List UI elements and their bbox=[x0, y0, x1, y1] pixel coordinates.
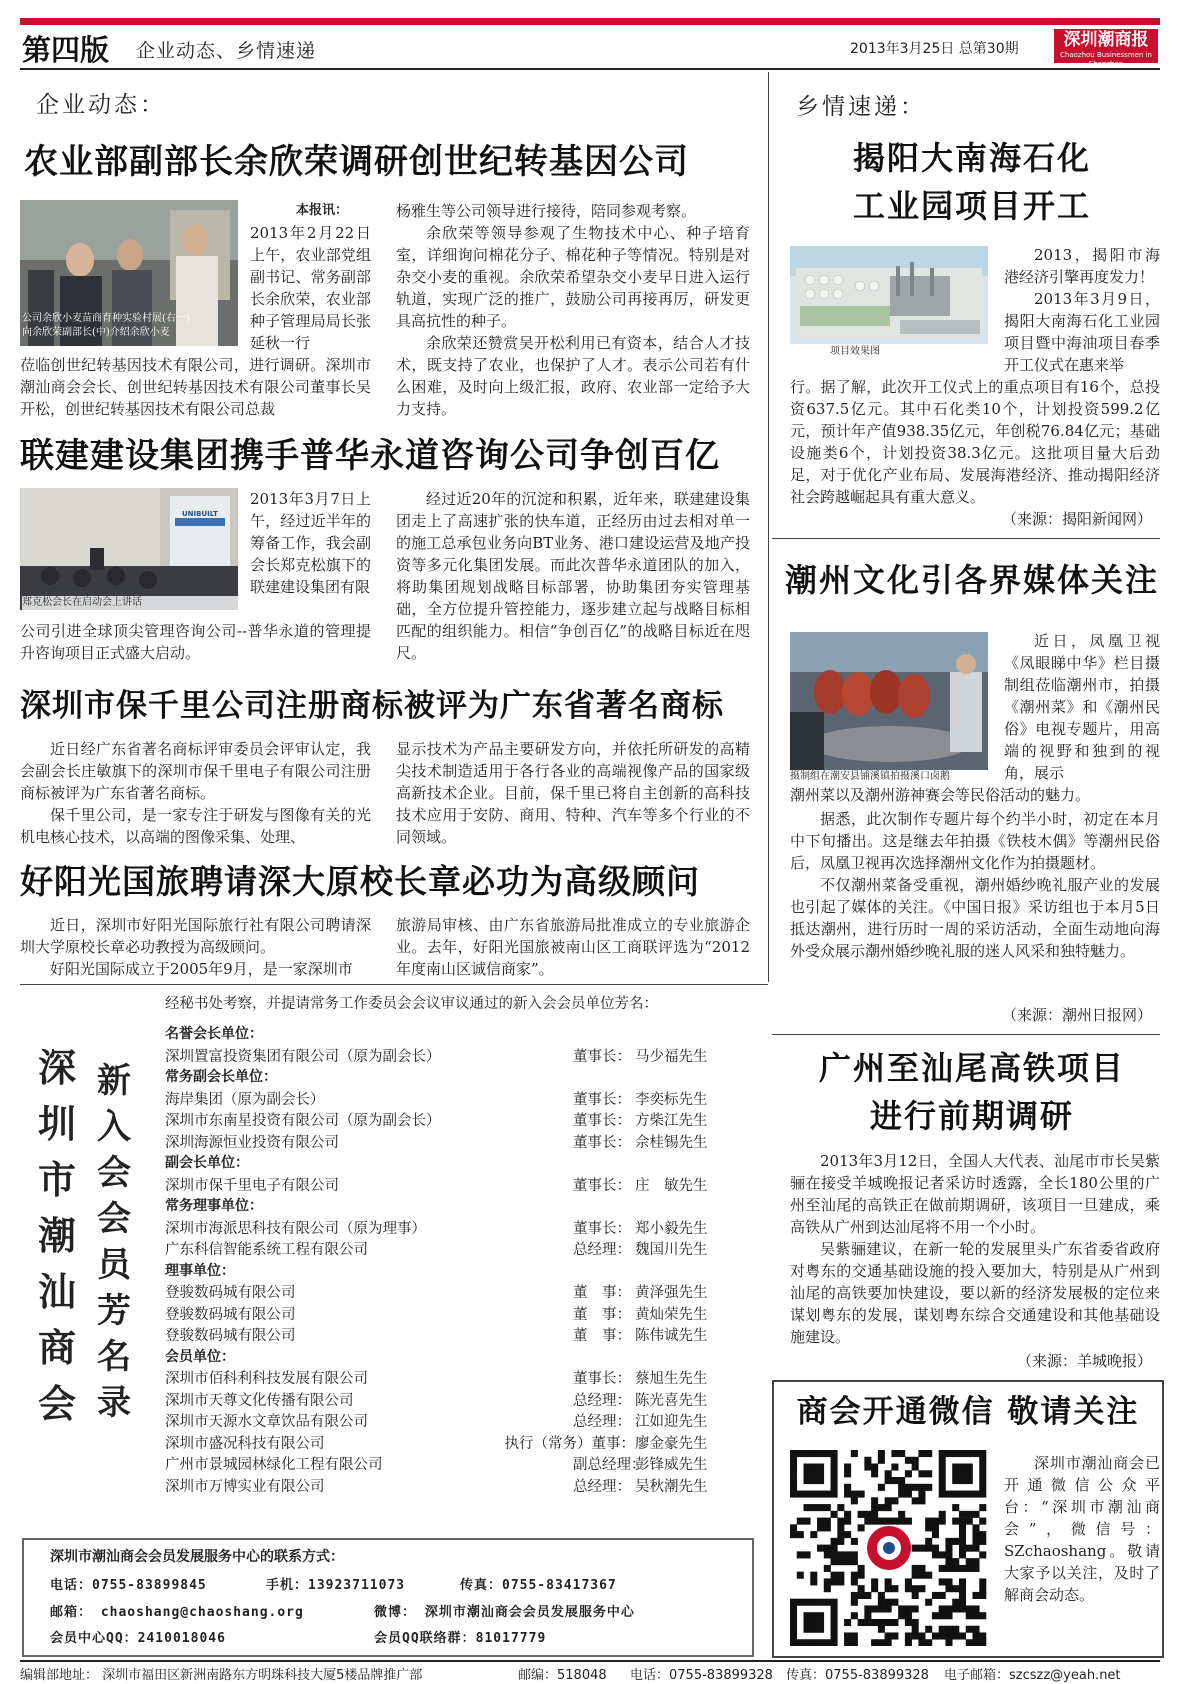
members-vertical-title bbox=[34, 1040, 80, 1432]
page-sections: 企业动态、乡情速递 bbox=[136, 40, 317, 62]
member-category-label: 理事单位： bbox=[165, 1262, 235, 1279]
paragraph: 余欣荣还赞赏吴开松利用已有资本，结合人才技术，既支持了农业，也保护了人才。表示公司若有什么困难，及时向上级汇报，政府、农业部一定给予大力支持。 bbox=[396, 334, 750, 418]
article-headline: 农业部副部长余欣荣调研创世纪转基因公司 bbox=[24, 142, 689, 182]
member-role: 董 事： bbox=[573, 1285, 631, 1301]
contact-weibo: 微博： 深圳市潮汕商会会员发展服务中心 bbox=[374, 1605, 635, 1620]
member-person: 庄 敏先生 bbox=[635, 1177, 708, 1194]
paragraph: 余欣荣等领导参观了生物技术中心、种子培育室，详细询问棉花分子、棉花种子等情况。特别是对杂交小麦的重视。余欣荣希望杂交小麦早日进入运行轨道，实现广泛的推广，鼓励公司再接再厉，研发更具高抗性的种子。 bbox=[396, 224, 750, 330]
members-list bbox=[165, 1023, 755, 1523]
member-row bbox=[165, 1432, 725, 1453]
paragraph: 深圳市潮汕商会已开通微信公众平台：“深圳市潮汕商会”，微信号：SZchaoshang。敬请大家予以关注，及时了解商会动态。 bbox=[1004, 1454, 1160, 1604]
article-text bbox=[20, 914, 371, 980]
member-category-label: 会员单位： bbox=[165, 1348, 235, 1365]
member-role: 总经理： bbox=[573, 1478, 631, 1495]
member-person: 蔡旭生先生 bbox=[635, 1371, 708, 1387]
article-text: 2013年3月7日上午，经过近半年的筹备工作，我会副会长郑克松旗下的联建建设集团有限 bbox=[250, 490, 371, 596]
member-company: 深圳市万博实业有限公司 bbox=[165, 1478, 325, 1495]
article-headline bbox=[772, 134, 1172, 230]
member-role: 董事长： bbox=[573, 1048, 631, 1065]
paragraph: 经过近20年的沉淀和积累，近年来，联建建设集团走上了高速扩张的快车道，正经历由过去相对单一的施工总承包业务向BT业务、港口建设运营及地产投资等多元化集团发展。而此次普华永道团队的加入，将助集团规划战略目标部署，协助集团夯实管理基础，全方位提升管控能力，逐步建立起与战略目标相匹配的组织能力。相信“争创百亿”的战略目标近在咫尺。 bbox=[396, 490, 750, 662]
member-company: 深圳市盛况科技有限公司 bbox=[165, 1435, 325, 1452]
paragraph: 2013年3月9日，揭阳大南海石化工业园项目暨中海油项目春季开工仪式在惠来举 bbox=[1004, 290, 1160, 374]
footer-postcode: 邮编：518048 bbox=[518, 1668, 607, 1683]
members-title-text: 深圳市潮汕商会 bbox=[37, 1046, 76, 1426]
member-person: 李奕标先生 bbox=[635, 1091, 708, 1108]
member-person: 陈光喜先生 bbox=[635, 1392, 708, 1409]
member-role: 董 事： bbox=[573, 1306, 631, 1323]
wechat-qr-code[interactable] bbox=[790, 1450, 988, 1646]
member-person: 郑小毅先生 bbox=[635, 1220, 708, 1237]
article-text bbox=[396, 488, 750, 664]
member-role: 总经理： bbox=[573, 1392, 631, 1409]
article-text: 行。据了解，此次开工仪式上的重点项目有16个，总投资637.5亿元。其中石化类10个，计划投资599.2亿元，预计年产值938.35亿元，年创税76.84亿元；基础设施类6个，计划投资38.3亿元。这批项目量大后劲足，对于优化产业布局、发展海港经济、推动揭阳经济社会跨越崛起具有重大意义。 bbox=[790, 378, 1160, 506]
masthead-rule bbox=[20, 68, 1160, 70]
member-role: 董事长： bbox=[573, 1134, 631, 1151]
member-row bbox=[165, 1475, 725, 1496]
contact-tel: 电话：0755-83899845 bbox=[50, 1578, 207, 1593]
paragraph: 近日，深圳市好阳光国际旅行社有限公司聘请深圳大学原校长章必功教授为高级顾问。 bbox=[20, 916, 371, 956]
paragraph: 近日，凤凰卫视《凤眼睇中华》栏目摄制组莅临潮州市，拍摄《潮州菜》和《潮州民俗》电视专题片，用高端的视野和独到的视角，展示 bbox=[1004, 632, 1160, 782]
member-row bbox=[165, 1367, 725, 1388]
article-text bbox=[790, 808, 1160, 1032]
member-row bbox=[165, 1303, 725, 1324]
article-headline: 好阳光国旅聘请深大原校长章必功为高级顾问 bbox=[20, 862, 700, 901]
section-label-hometown: 乡情速递： bbox=[796, 94, 926, 120]
divider bbox=[772, 538, 1160, 539]
member-person: 廖金豪先生 bbox=[635, 1435, 708, 1452]
member-person: 江如迎先生 bbox=[635, 1414, 708, 1430]
member-category-label: 副会长单位： bbox=[165, 1155, 249, 1171]
photo-industrial-park bbox=[790, 246, 988, 344]
member-person: 马少福先生 bbox=[635, 1048, 708, 1065]
article-text: 莅临创世纪转基因技术有限公司，进行调研。深圳市潮汕商会会长、创世纪转基因技术有限公司董事长吴开松，创世纪转基因技术有限公司总裁 bbox=[20, 356, 371, 418]
member-category bbox=[165, 1195, 725, 1216]
contact-qq-group: 会员QQ联络群：81017779 bbox=[374, 1631, 547, 1646]
wechat-text bbox=[1004, 1452, 1160, 1648]
article-source: （来源：羊城晚报） bbox=[1016, 1352, 1152, 1370]
screen-logo-text: UNIBUILT bbox=[182, 510, 218, 518]
article-text bbox=[1004, 244, 1160, 376]
article-text bbox=[396, 200, 750, 420]
member-role: 总经理： bbox=[573, 1414, 631, 1430]
article-text: 公司引进全球顶尖管理咨询公司--普华永道的管理提升咨询项目正式盛大启动。 bbox=[20, 622, 371, 662]
photo-caption: 公司余欣小麦苗商育种实验村展(右一) 向余欣荣副部长(中)介绍余欣小麦 bbox=[22, 313, 190, 338]
headline-line: 工业园项目开工 bbox=[852, 187, 1091, 225]
member-row bbox=[165, 1389, 725, 1410]
member-company: 登骏数码城有限公司 bbox=[165, 1306, 296, 1323]
paragraph: 保千里公司，是一家专注于研发与图像有关的光机电核心技术，以高端的图像采集、处理、 bbox=[20, 806, 371, 846]
member-role: 董事长： bbox=[573, 1091, 631, 1108]
paragraph: 2013，揭阳市海港经济引擎再度发力！ bbox=[1004, 246, 1160, 286]
article-text: 潮州菜以及潮州游神赛会等民俗活动的魅力。 bbox=[790, 786, 1091, 804]
paragraph: 据悉，此次制作专题片每个约半小时，初定在本月中下旬播出。这是继去年拍摄《铁枝木偶》等潮州民俗后，凤凰卫视再次选择潮州文化作为拍摄题材。 bbox=[790, 810, 1160, 872]
member-company: 深圳海源恒业投资有限公司 bbox=[165, 1134, 339, 1151]
member-row bbox=[165, 1045, 725, 1066]
paragraph: 2013年3月12日，全国人大代表、汕尾市市长吴紫骊在接受羊城晚报记者采访时透露，全长180公里的广州至汕尾的高铁正在做前期调研，该项目一旦建成，乘高铁从广州到达汕尾将不用一个小时。 bbox=[790, 1152, 1160, 1236]
article-headline: 联建建设集团携手普华永道咨询公司争创百亿 bbox=[20, 436, 720, 476]
photo-meeting bbox=[20, 488, 238, 610]
member-company: 深圳市佰科利科技发展有限公司 bbox=[165, 1371, 368, 1387]
article-headline: 深圳市保千里公司注册商标被评为广东省著名商标 bbox=[20, 688, 724, 724]
article-source: （来源：揭阳新闻网） bbox=[1001, 510, 1152, 528]
member-person: 魏国川先生 bbox=[635, 1242, 708, 1258]
issue-date: 2013年3月25日 总第30期 bbox=[850, 41, 1019, 57]
member-role: 董事长： bbox=[573, 1220, 631, 1237]
member-company: 登骏数码城有限公司 bbox=[165, 1285, 296, 1301]
member-company: 深圳市东南星投资有限公司（原为副会长） bbox=[165, 1113, 441, 1129]
member-company: 深圳置富投资集团有限公司（原为副会长） bbox=[165, 1048, 441, 1065]
paragraph: 好阳光国际成立于2005年9月，是一家深圳市 bbox=[50, 960, 353, 978]
member-person: 佘桂锡先生 bbox=[635, 1134, 708, 1151]
article-text bbox=[396, 914, 750, 980]
contact-title: 深圳市潮汕商会会员发展服务中心的联系方式： bbox=[50, 1549, 344, 1565]
member-role: 副总经理： bbox=[573, 1457, 646, 1473]
wechat-headline: 商会开通微信 敬请关注 bbox=[796, 1394, 1140, 1430]
page-number: 第四版 bbox=[22, 33, 110, 67]
member-row bbox=[165, 1238, 725, 1259]
member-company: 深圳市保千里电子有限公司 bbox=[165, 1177, 339, 1194]
member-company: 海岸集团（原为副会长） bbox=[165, 1091, 325, 1108]
article-text bbox=[20, 738, 371, 848]
divider bbox=[20, 984, 768, 985]
member-row bbox=[165, 1174, 725, 1195]
logo-title: 深圳潮商报 bbox=[1063, 30, 1149, 50]
member-role: 执行（常务）董事： bbox=[504, 1435, 635, 1452]
photo-filming bbox=[790, 632, 988, 770]
contact-email[interactable]: 邮箱： chaoshang@chaoshang.org bbox=[50, 1605, 304, 1620]
member-row bbox=[165, 1088, 725, 1109]
footer-email[interactable]: 电子邮箱：szcszz@yeah.net bbox=[944, 1668, 1121, 1683]
paragraph: 杨雅生等公司领导进行接待，陪同参观考察。 bbox=[396, 202, 697, 220]
paragraph: 旅游局审核、由广东省旅游局批准成立的专业旅游企业。去年，好阳光国旅被南山区工商联评选为“2012年度南山区诚信商家”。 bbox=[396, 916, 750, 978]
byline: 本报讯： bbox=[296, 203, 349, 218]
member-company: 深圳市天尊文化传播有限公司 bbox=[165, 1392, 354, 1409]
top-red-rule bbox=[20, 18, 1160, 25]
newspaper-logo bbox=[1054, 29, 1158, 68]
members-subtitle-text: 新入会会员芳名录 bbox=[97, 1061, 131, 1423]
member-role: 董事长： bbox=[573, 1113, 631, 1129]
paragraph: 近日经广东省著名商标评审委员会评审认定，我会副会长庄敏旗下的深圳市保千里电子有限公司注册商标被评为广东省著名商标。 bbox=[20, 740, 371, 802]
members-vertical-subtitle bbox=[94, 1058, 134, 1426]
member-company: 广州市景城园林绿化工程有限公司 bbox=[165, 1457, 383, 1473]
member-role: 董 事： bbox=[573, 1328, 631, 1344]
member-category-label: 常务副会长单位： bbox=[165, 1069, 277, 1085]
member-row bbox=[165, 1131, 725, 1152]
member-category bbox=[165, 1260, 725, 1281]
article-headline: 潮州文化引各界媒体关注 bbox=[784, 561, 1159, 599]
contact-qq: 会员中心QQ：2410018046 bbox=[50, 1631, 226, 1646]
footer-address: 编辑部地址： 深圳市福田区新洲南路东方明珠科技大厦5楼品牌推广部 bbox=[20, 1668, 423, 1683]
member-person: 吴秋潮先生 bbox=[635, 1478, 708, 1495]
photo-caption: 项目效果图 bbox=[830, 346, 880, 357]
divider bbox=[772, 1034, 1160, 1035]
photo-caption: 郑克松会长在启动会上讲话 bbox=[22, 596, 238, 610]
paragraph: 不仅潮州菜备受重视，潮州婚纱晚礼服产业的发展也引起了媒体的关注。《中国日报》采访组也于本月5日抵达潮州，进行历时一周的采访活动，全面生动地向海外受众展示潮州婚纱晚礼服的迷人风采和独特魅力。 bbox=[790, 876, 1160, 960]
article-text: 2013年2月22日上午，农业部党组副书记、常务副部长余欣荣，农业部种子管理局局长张延秋一行 bbox=[250, 224, 371, 352]
member-person: 黄灿荣先生 bbox=[635, 1306, 708, 1323]
footer-rule bbox=[20, 1660, 1160, 1662]
contact-fax: 传真：0755-83417367 bbox=[460, 1578, 617, 1593]
section-label-enterprise: 企业动态： bbox=[36, 92, 166, 118]
member-category bbox=[165, 1346, 725, 1367]
member-person: 黄泽强先生 bbox=[635, 1285, 708, 1301]
member-role: 总经理： bbox=[573, 1242, 631, 1258]
headline-line: 广州至汕尾高铁项目 bbox=[818, 1049, 1125, 1087]
member-person: 方柴江先生 bbox=[635, 1113, 708, 1129]
member-company: 广东科信智能系统工程有限公司 bbox=[165, 1242, 368, 1258]
member-person: 陈伟诚先生 bbox=[635, 1328, 708, 1344]
member-person: 彭锋威先生 bbox=[635, 1457, 708, 1473]
article-text bbox=[396, 738, 750, 848]
member-row bbox=[165, 1109, 725, 1130]
member-company: 登骏数码城有限公司 bbox=[165, 1328, 296, 1344]
member-role: 董事长： bbox=[573, 1371, 631, 1387]
member-row bbox=[165, 1453, 725, 1474]
headline-line: 揭阳大南海石化 bbox=[852, 139, 1091, 177]
member-category bbox=[165, 1023, 725, 1044]
member-category-label: 名誉会长单位： bbox=[165, 1026, 263, 1042]
member-category bbox=[165, 1066, 725, 1087]
member-row bbox=[165, 1410, 725, 1431]
member-row bbox=[165, 1217, 725, 1238]
logo-subtitle: Chaozhou Businessmen in Shenzhen bbox=[1060, 51, 1152, 68]
member-category bbox=[165, 1152, 725, 1173]
paragraph: 吴紫骊建议，在新一轮的发展里头广东省委省政府对粤东的交通基础设施的投入要加大，特别是从广州到汕尾的高铁要加快建设，要以新的经济发展极的定位来谋划粤东的发展，谋划粤东综合交通建设和其他基础设施建设。 bbox=[790, 1240, 1160, 1346]
members-intro: 经秘书处考察，并提请常务工作委员会会议审议通过的新入会会员单位芳名： bbox=[165, 996, 658, 1012]
article-source: （来源：潮州日报网） bbox=[1001, 1006, 1152, 1024]
paragraph: 显示技术为产品主要研发方向，并依托所研发的高精尖技术制造适用于各行各业的高端视像产品的国家级高新技术企业。目前，保千里已将自主创新的高科技技术应用于安防、商用、特种、汽车等多个行业的不同领域。 bbox=[396, 740, 750, 846]
member-role: 董事长： bbox=[573, 1177, 631, 1194]
member-company: 深圳市天源水文章饮品有限公司 bbox=[165, 1414, 368, 1430]
member-row bbox=[165, 1281, 725, 1302]
member-company: 深圳市海派思科技有限公司（原为理事） bbox=[165, 1220, 426, 1237]
column-divider bbox=[768, 72, 769, 982]
article-text bbox=[1004, 630, 1160, 784]
photo-caption: 摄制组在潮安县铺溪镇拍摄溪口卤鹅 bbox=[790, 771, 950, 782]
footer-fax: 传真：0755-83899328 bbox=[786, 1668, 929, 1683]
article-headline bbox=[772, 1044, 1172, 1140]
member-category-label: 常务理事单位： bbox=[165, 1198, 263, 1214]
member-row bbox=[165, 1324, 725, 1345]
contact-mobile: 手机：13923711073 bbox=[266, 1578, 406, 1593]
headline-line: 进行前期调研 bbox=[869, 1097, 1074, 1135]
footer-tel: 电话：0755-83899328 bbox=[630, 1668, 773, 1683]
article-text bbox=[790, 1150, 1160, 1348]
